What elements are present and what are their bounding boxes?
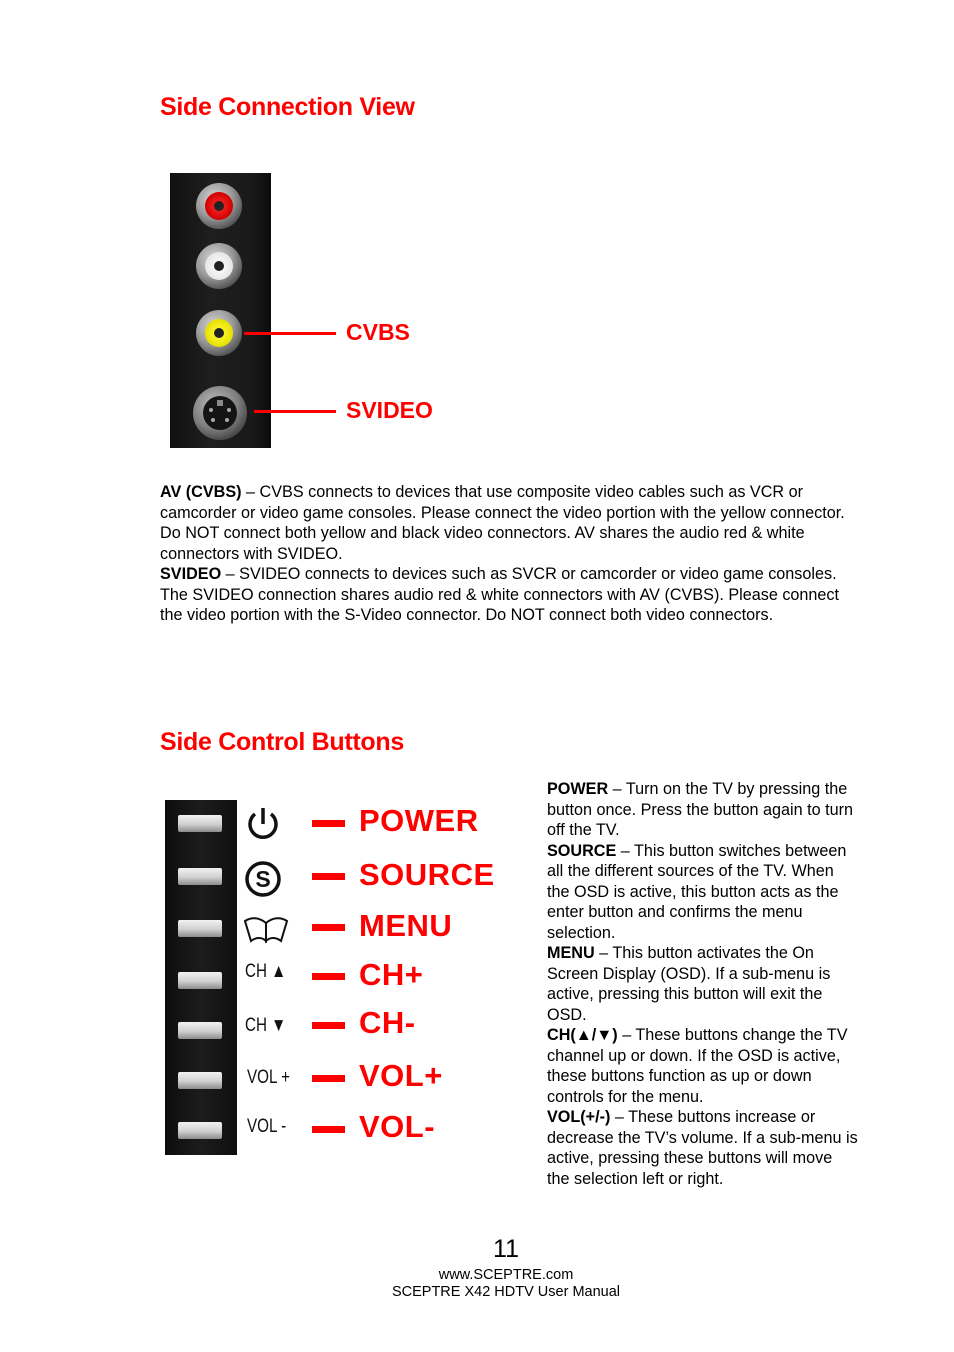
audio-white-jack [196,243,242,289]
section-title-side-connection-view: Side Connection View [160,93,415,121]
ch-up-icon: CH ▲ [245,961,287,982]
term-svideo: SVIDEO [160,565,222,583]
vol-up-dash [312,1075,345,1082]
ch-up-dash [312,973,345,980]
control-buttons-description [547,779,859,1189]
term-ch: CH(▲/▼) [547,1026,618,1044]
desc-svideo: – SVIDEO connects to devices such as SVCR or camcorder or video game consoles. The SVIDEO connection shares audio red & white connectors with AV (CVBS). Please connect the video portion with the S-Video connector. Do NOT connect both video connectors. [160,565,840,624]
cvbs-callout-line [244,332,336,335]
svideo-port [193,386,247,440]
power-icon [245,805,281,843]
page-number: 11 [493,1235,519,1263]
svg-text:S: S [255,866,271,892]
source-icon [243,860,283,898]
hw-button-source [178,868,222,885]
vol-down-icon: VOL - [247,1116,287,1137]
ch-down-icon: CH ▼ [245,1015,287,1036]
footer-manual-title: SCEPTRE X42 HDTV User Manual [391,1284,621,1300]
vol-up-label: VOL+ [359,1058,443,1093]
power-dash [312,820,345,827]
power-label: POWER [359,803,479,838]
side-control-panel-image [165,800,237,1155]
term-av-cvbs: AV (CVBS) [160,483,242,501]
desc-menu: – This button activates the On Screen Display (OSD). If a sub-menu is active, pressing this button will exit the OSD. [547,944,831,1024]
source-dash [312,873,345,880]
source-label: SOURCE [359,857,495,892]
section-title-side-control-buttons: Side Control Buttons [160,728,404,756]
hw-button-vol-up [178,1072,222,1089]
term-menu: MENU [547,944,595,962]
ch-down-dash [312,1022,345,1029]
cvbs-callout-label: CVBS [346,319,410,345]
hw-button-ch-up [178,972,222,989]
term-source: SOURCE [547,841,617,860]
ch-down-label: CH- [359,1005,416,1040]
desc-vol: – These buttons increase or decrease the TV’s volume. If a sub-menu is active, pressing these buttons will move the selection left or right. [547,1108,858,1188]
hw-button-menu [178,920,222,937]
hw-button-ch-down [178,1022,222,1039]
hw-button-vol-down [178,1122,222,1139]
term-vol: VOL(+/-) [547,1108,611,1126]
cvbs-yellow-jack [196,310,242,356]
vol-down-label: VOL- [359,1109,436,1144]
desc-ch: – These buttons change the TV channel up or down. If the OSD is active, these buttons function as up or down controls for the menu. [547,1026,848,1106]
term-power: POWER [547,780,609,798]
side-connection-panel-image [170,173,271,448]
desc-source: – This button switches between all the different sources of the TV. When the OSD is active, this button acts as the enter button and confirms the menu selection. [547,841,847,942]
connection-description [160,482,860,626]
vol-up-icon: VOL + [247,1067,290,1088]
desc-av-cvbs: – CVBS connects to devices that use composite video cables such as VCR or camcorder or video game consoles. Please connect the video portion with the yellow connector. Do NOT connect both yellow and black video connectors. AV shares the audio red & white connectors with SVIDEO. [160,483,845,563]
vol-down-dash [312,1126,345,1133]
menu-label: MENU [359,908,453,943]
svideo-callout-line [254,410,336,413]
book-icon [243,915,289,945]
hw-button-power [178,815,222,832]
menu-dash [312,924,345,931]
svideo-callout-label: SVIDEO [346,397,433,423]
audio-red-jack [196,183,242,229]
footer-url: www.SCEPTRE.com [438,1267,574,1283]
desc-power: – Turn on the TV by pressing the button once. Press the button again to turn off the TV. [547,780,853,839]
ch-up-label: CH+ [359,957,424,992]
